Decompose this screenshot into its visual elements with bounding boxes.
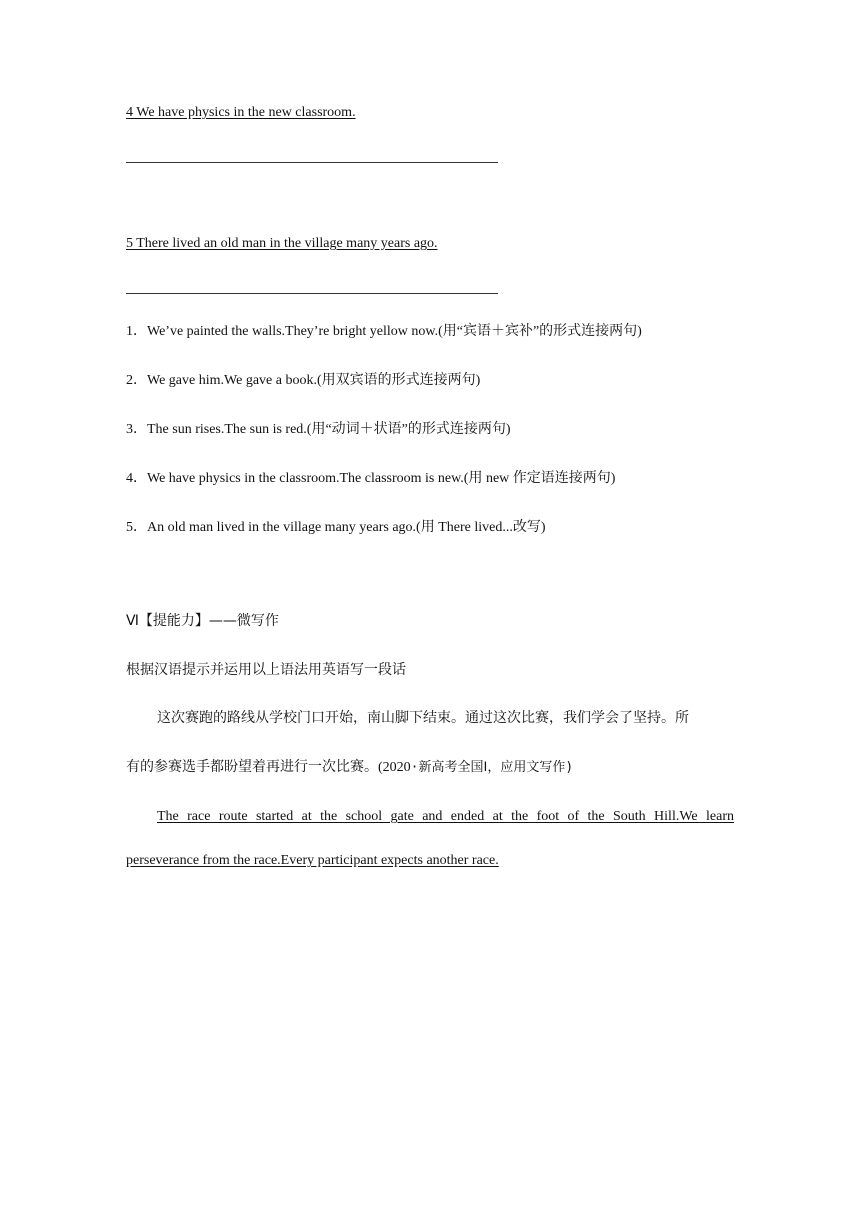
question-2 bbox=[126, 372, 480, 390]
question-number: 2． bbox=[126, 373, 147, 388]
question-number: 4． bbox=[126, 471, 147, 486]
chinese-prompt bbox=[126, 710, 733, 728]
question-text: An old man lived in the village many years ago.(用 There lived...改写) bbox=[147, 520, 546, 535]
question-number: 1． bbox=[126, 324, 147, 339]
question-text: We’ve painted the walls.They’re bright yellow now.(用“宾语＋宾补”的形式连接两句) bbox=[147, 324, 642, 339]
question-4 bbox=[126, 470, 615, 488]
question-number: 5． bbox=[126, 520, 147, 535]
model-answer-line-1: The race route started at the school gate and ended at the foot of the South Hill.We learn bbox=[157, 809, 734, 824]
section-heading: Ⅵ【提能力】——微写作 bbox=[126, 613, 279, 629]
question-text: The sun rises.The sun is red.(用“动词＋状语”的形式连接两句) bbox=[147, 422, 511, 437]
exercise-item-5: 5 There lived an old man in the village many years ago. bbox=[126, 236, 438, 251]
model-answer-line-2: perseverance from the race.Every participant expects another race. bbox=[126, 853, 499, 868]
exercise-item-4: 4 We have physics in the new classroom. bbox=[126, 105, 356, 120]
chinese-prompt-line-2 bbox=[126, 759, 573, 777]
source-note: ·新高考全国Ⅰ，应用文写作) bbox=[410, 760, 574, 775]
answer-blank-line-5[interactable] bbox=[126, 293, 498, 294]
section-instruction: 根据汉语提示并运用以上语法用英语写一段话 bbox=[126, 662, 406, 678]
question-text: We gave him.We gave a book.(用双宾语的形式连接两句) bbox=[147, 373, 481, 388]
chinese-prompt-line-1: 这次赛跑的路线从学校门口开始，南山脚下结束。通过这次比赛，我们学会了坚持。所 bbox=[157, 711, 689, 726]
question-3 bbox=[126, 421, 511, 439]
chinese-prompt-text: 有的参赛选手都盼望着再进行一次比赛。(2020 bbox=[126, 760, 411, 775]
question-1 bbox=[126, 323, 642, 341]
question-text: We have physics in the classroom.The classroom is new.(用 new 作定语连接两句) bbox=[147, 471, 616, 486]
question-5 bbox=[126, 519, 546, 537]
answer-blank-line-4[interactable] bbox=[126, 162, 498, 163]
question-number: 3． bbox=[126, 422, 147, 437]
